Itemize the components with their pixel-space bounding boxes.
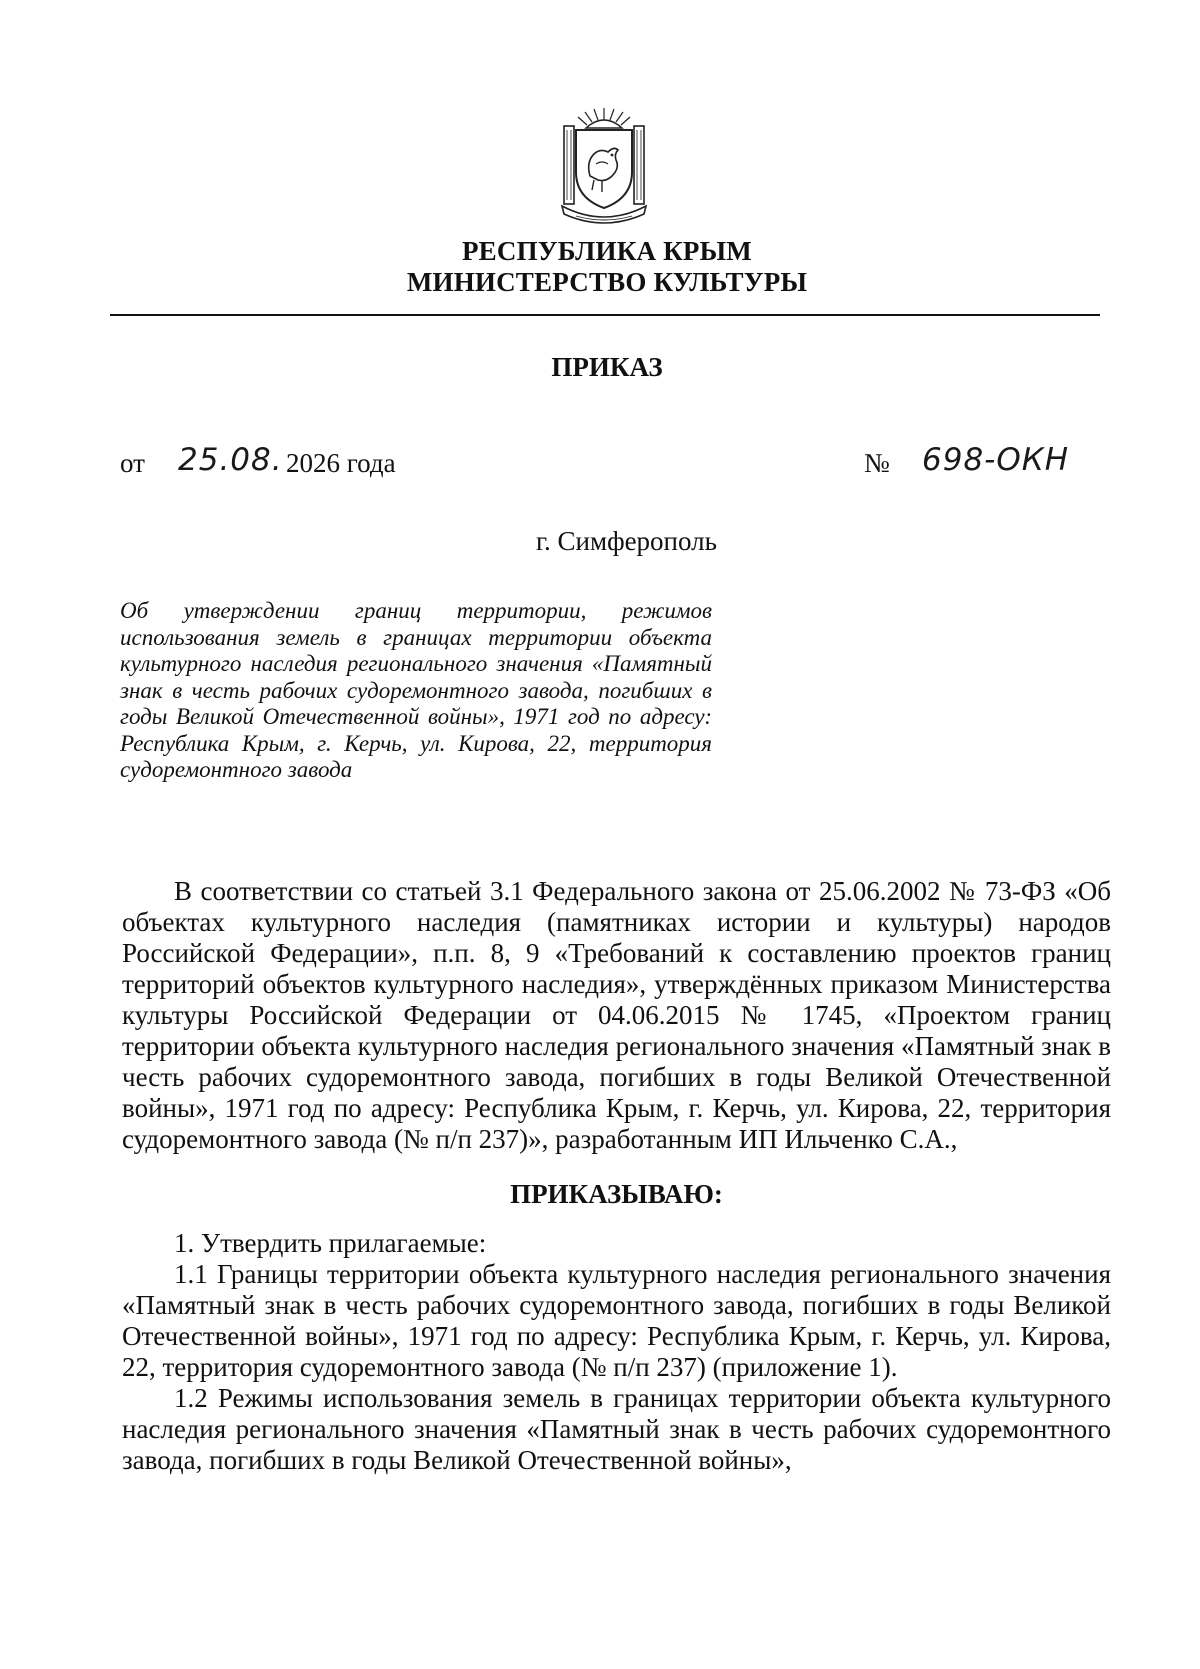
item-1: 1. Утвердить прилагаемые: bbox=[174, 1228, 487, 1258]
document-type-title: ПРИКАЗ bbox=[551, 352, 663, 382]
header-ministry: МИНИСТЕРСТВО КУЛЬТУРЫ bbox=[406, 267, 808, 297]
order-word: ПРИКАЗЫВАЮ: bbox=[510, 1179, 723, 1209]
handwritten-date: 25.08. bbox=[178, 442, 283, 478]
date-prefix: от bbox=[120, 448, 145, 478]
date-year: 2026 года bbox=[286, 448, 396, 478]
header-republic: РЕСПУБЛИКА КРЫМ bbox=[461, 236, 752, 266]
number-sign: № bbox=[864, 448, 890, 478]
item-1-1: 1.1 Границы территории объекта культурного наследия регионального значения «Памятный знак в честь рабочих судоремонтного завода, погибших в годы Великой Отечественной войны», 1971 год по адресу: Республика Крым, г. Керчь, ул. Кирова, 22, территория судоремонтного завода (№ п/п 237) (приложение 1). bbox=[122, 1259, 1111, 1382]
city: г. Симферополь bbox=[536, 526, 717, 556]
order-subject: Об утверждении границ территории, режимов использования земель в границах территории объекта культурного наследия регионального значения «Памятный знак в честь рабочих судоремонтного завода, погибших в годы Великой Отечественной войны», 1971 год по адресу: Республика Крым, г. Керчь, ул. Кирова, 22, территория судоремонтного завода bbox=[120, 598, 712, 782]
item-1-2: 1.2 Режимы использования земель в границах территории объекта культурного наследия регионального значения «Памятный знак в честь рабочих судоремонтного завода, погибших в годы Великой Отечественной войны», bbox=[122, 1383, 1111, 1475]
coat-of-arms-icon bbox=[556, 106, 652, 230]
document-body bbox=[122, 876, 1111, 1476]
handwritten-number: 698-ОКН bbox=[922, 442, 1070, 478]
preamble-paragraph: В соответствии со статьей 3.1 Федерального закона от 25.06.2002 № 73-ФЗ «Об объектах культурного наследия (памятниках истории и культуры) народов Российской Федерации», п.п. 8, 9 «Требований к составлению проектов границ территорий объектов культурного наследия», утверждённых приказом Министерства культуры Российской Федерации от 04.06.2015 № 1745, «Проектом границ территории объекта культурного наследия регионального значения «Памятный знак в честь рабочих судоремонтного завода, погибших в годы Великой Отечественной войны», 1971 год по адресу: Республика Крым, г. Керчь, ул. Кирова, 22, территория судоремонтного завода (№ п/п 237)», разработанным ИП Ильченко С.А., bbox=[122, 876, 1111, 1154]
header-divider bbox=[110, 314, 1100, 316]
